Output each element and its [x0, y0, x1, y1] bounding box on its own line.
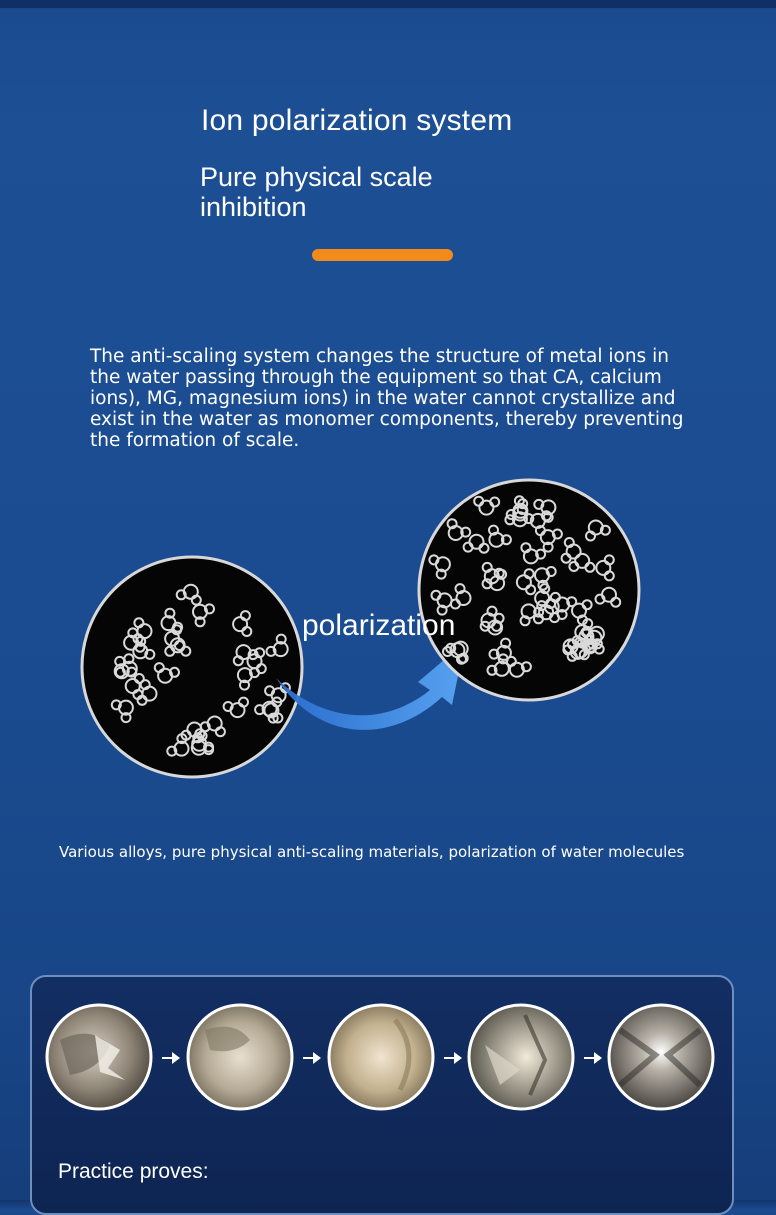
curved-arrow-icon — [276, 642, 465, 730]
polarization-label: polarization — [302, 609, 456, 642]
page-subtitle: Pure physical scale inhibition — [200, 162, 433, 222]
molecules-before-circle — [82, 557, 302, 777]
accent-divider — [312, 249, 453, 261]
practice-label: Practice proves: — [58, 1160, 209, 1183]
molecules-after-circle — [419, 480, 639, 700]
top-edge — [0, 0, 776, 8]
page-title: Ion polarization system — [201, 104, 513, 137]
materials-caption: Various alloys, pure physical anti-scaling materials, polarization of water molecules — [59, 843, 685, 861]
description-text: The anti-scaling system changes the structure of metal ions in the water passing through the equipment so that CA, calcium ions), MG, magnesium ions) in the water cannot crystallize and exist in the water as monomer components, thereby preventing the formation of scale. — [90, 346, 684, 451]
